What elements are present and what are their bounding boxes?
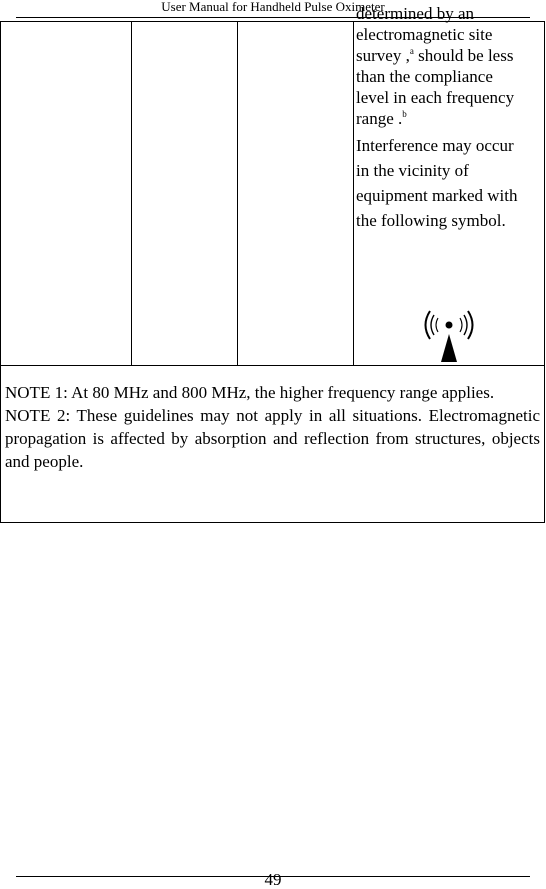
- cell-line: level in each frequency: [356, 88, 515, 107]
- footnote-marker: b: [402, 109, 407, 119]
- cell-line: electromagnetic site: [356, 25, 493, 44]
- non-ionizing-radiation-icon: [420, 304, 478, 362]
- footnote-marker: a: [409, 46, 414, 56]
- cell-line: [356, 45, 540, 66]
- column-divider: [131, 22, 132, 365]
- guidance-cell: [356, 3, 540, 233]
- note-1: NOTE 1: At 80 MHz and 800 MHz, the higher frequency range applies.: [5, 383, 495, 402]
- notes-row: [0, 365, 545, 523]
- cell-line-text: should be less: [413, 46, 514, 65]
- page-number: 49: [264, 870, 282, 889]
- header-title: User Manual for Handheld Pulse Oximeter: [161, 0, 385, 14]
- cell-line: in the vicinity of: [356, 161, 469, 180]
- column-divider: [237, 22, 238, 365]
- cell-line: Interference may occur: [356, 136, 514, 155]
- cell-line: determined by an: [356, 4, 475, 23]
- cell-line: the following symbol.: [356, 211, 506, 230]
- cell-line: equipment marked with: [356, 186, 518, 205]
- note-2: NOTE 2: These guidelines may not apply in all situations. Electromagnetic propagation is affected by absorption and reflection from structures, objects and people.: [5, 406, 540, 471]
- column-divider: [353, 22, 354, 365]
- cell-line: than the compliance: [356, 67, 493, 86]
- cell-line: [356, 108, 540, 129]
- cell-line-text: survey ,: [356, 46, 410, 65]
- cell-line-text: range .: [356, 109, 403, 128]
